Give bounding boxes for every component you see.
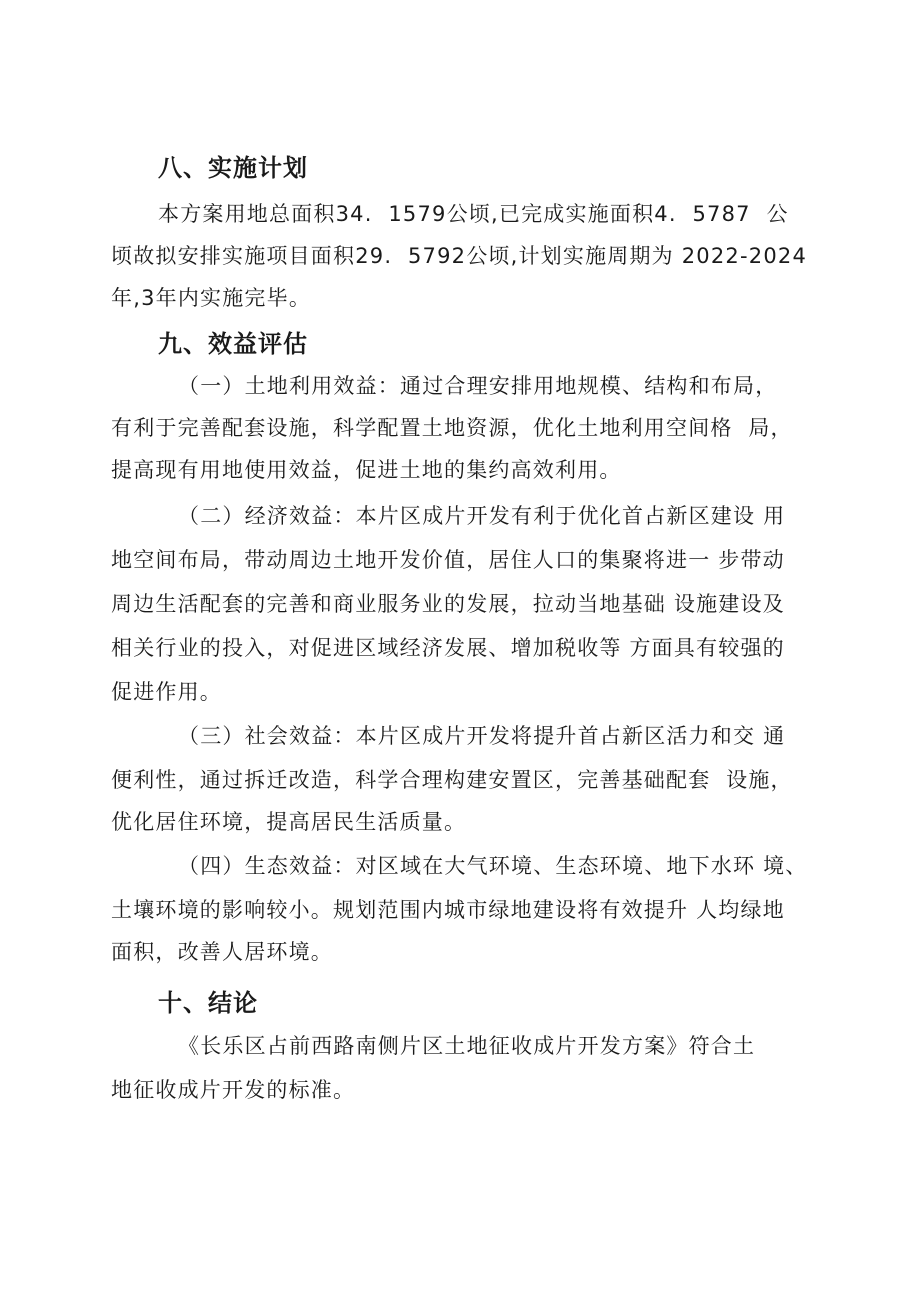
paragraph-line: 《长乐区占前西路南侧片区土地征收成片开发方案》符合土	[178, 1034, 756, 1058]
paragraph-line: 促进作用。	[111, 680, 222, 704]
paragraph-line: 年,3年内实施完毕。	[111, 286, 312, 310]
paragraph-line: 面积，改善人居环境。	[111, 940, 333, 964]
paragraph-line: 优化居住环境，提高居民生活质量。	[111, 810, 467, 834]
paragraph-line: 顷故拟安排实施项目面积29. 5792公顷,计划实施周期为 2022-2024	[111, 244, 808, 268]
paragraph-line: 周边生活配套的完善和商业服务业的发展，拉动当地基础 设施建设及	[111, 592, 785, 616]
paragraph-line: 本方案用地总面积34. 1579公顷,已完成实施面积4. 5787 公	[158, 202, 789, 226]
paragraph-line: 地征收成片开发的标准。	[111, 1078, 356, 1102]
paragraph-line: 便利性，通过拆迁改造，科学合理构建安置区，完善基础配套 设施，	[111, 768, 793, 792]
paragraph-line: 土壤环境的影响较小。规划范围内城市绿地建设将有效提升 人均绿地	[111, 898, 785, 922]
paragraph-line: （一）土地利用效益：通过合理安排用地规模、结构和布局，	[178, 374, 778, 398]
section-heading-implementation-plan: 八、实施计划	[158, 154, 308, 182]
paragraph-line: 有利于完善配套设施，科学配置土地资源，优化土地利用空间格 局，	[111, 416, 793, 440]
paragraph-line: （三）社会效益：本片区成片开发将提升首占新区活力和交 通	[178, 724, 786, 748]
paragraph-line: 相关行业的投入，对促进区域经济发展、增加税收等 方面具有较强的	[111, 636, 785, 660]
section-heading-conclusion: 十、结论	[158, 989, 258, 1017]
section-heading-benefit-evaluation: 九、效益评估	[158, 330, 308, 358]
paragraph-line: 提高现有用地使用效益，促进土地的集约高效利用。	[111, 458, 622, 482]
paragraph-line: （二）经济效益：本片区成片开发有利于优化首占新区建设 用	[178, 504, 786, 528]
paragraph-line: 地空间布局，带动周边土地开发价值，居住人口的集聚将进一 步带动	[111, 548, 785, 572]
paragraph-line: （四）生态效益：对区域在大气环境、生态环境、地下水环 境、	[178, 854, 808, 878]
